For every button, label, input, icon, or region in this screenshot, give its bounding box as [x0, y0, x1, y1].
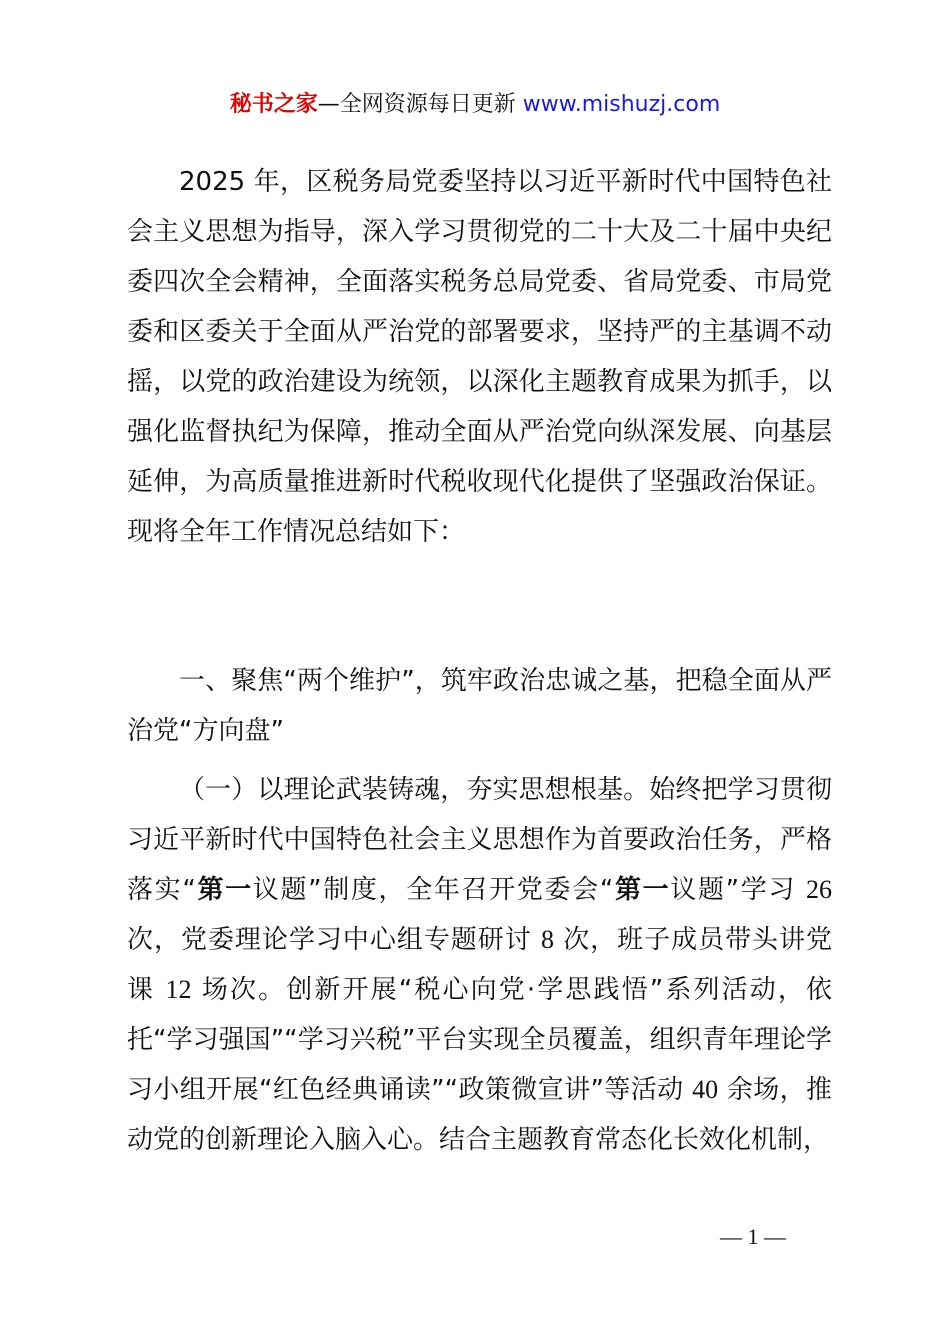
- number-value: 8: [540, 925, 554, 954]
- number-value: 40: [692, 1075, 719, 1104]
- section-heading-text: 一、聚焦“两个维护”，筑牢政治忠诚之基，把稳全面从严治党“方向盘”: [127, 666, 832, 746]
- paragraph-text: 议题”学习: [670, 875, 806, 905]
- page-number: — 1 —: [720, 1224, 786, 1249]
- number-value: 26: [805, 875, 832, 904]
- brand-name: 秘书之家: [229, 92, 318, 117]
- bold-text: 第一: [613, 875, 671, 905]
- subsection-paragraph-1: [127, 765, 832, 1165]
- site-header: [0, 88, 950, 122]
- bold-text: 第一: [195, 875, 253, 905]
- intro-paragraph: [127, 157, 832, 557]
- site-url-link[interactable]: www.mishuzj.com: [522, 92, 721, 117]
- paragraph-text: 议题”制度，全年召开党委会“: [252, 875, 614, 905]
- section-heading-1: [127, 656, 832, 756]
- paragraph-text: 场次。创新开展“税心向党·学思践悟”系列活动，依托“学习强国”“学习兴税”平台实现全员覆盖，组织青年理论学习小组开展“红色经典诵读”“政策微宣讲”等活动: [127, 975, 832, 1105]
- paragraph-text: 余场，推动党的创新理论入脑入心。结合主题教育常态化长效化机制，: [127, 1075, 832, 1155]
- header-tagline: —全网资源每日更新: [317, 92, 523, 117]
- paragraph-text: 次，班子成员带头讲党课: [127, 925, 833, 1005]
- paragraph-text: （一）以理论武装铸魂，夯实思想根基。始终把学习贯彻习近平新时代中国特色社会主义思想作为首要政治任务，严格落实“: [127, 775, 832, 905]
- number-value: 12: [165, 975, 192, 1004]
- intro-paragraph-text: 2025 年，区税务局党委坚持以习近平新时代中国特色社会主义思想为指导，深入学习贯彻党的二十大及二十届中央纪委四次全会精神，全面落实税务总局党委、省局党委、市局党委和区委关于全面从严治党的部署要求，坚持严的主基调不动摇，以党的政治建设为统领，以深化主题教育成果为抓手，以强化监督执纪为保障，推动全面从严治党向纵深发展、向基层延伸，为高质量推进新时代税收现代化提供了坚强政治保证。现将全年工作情况总结如下：: [127, 167, 832, 547]
- paragraph-text: 次，党委理论学习中心组专题研讨: [127, 925, 541, 955]
